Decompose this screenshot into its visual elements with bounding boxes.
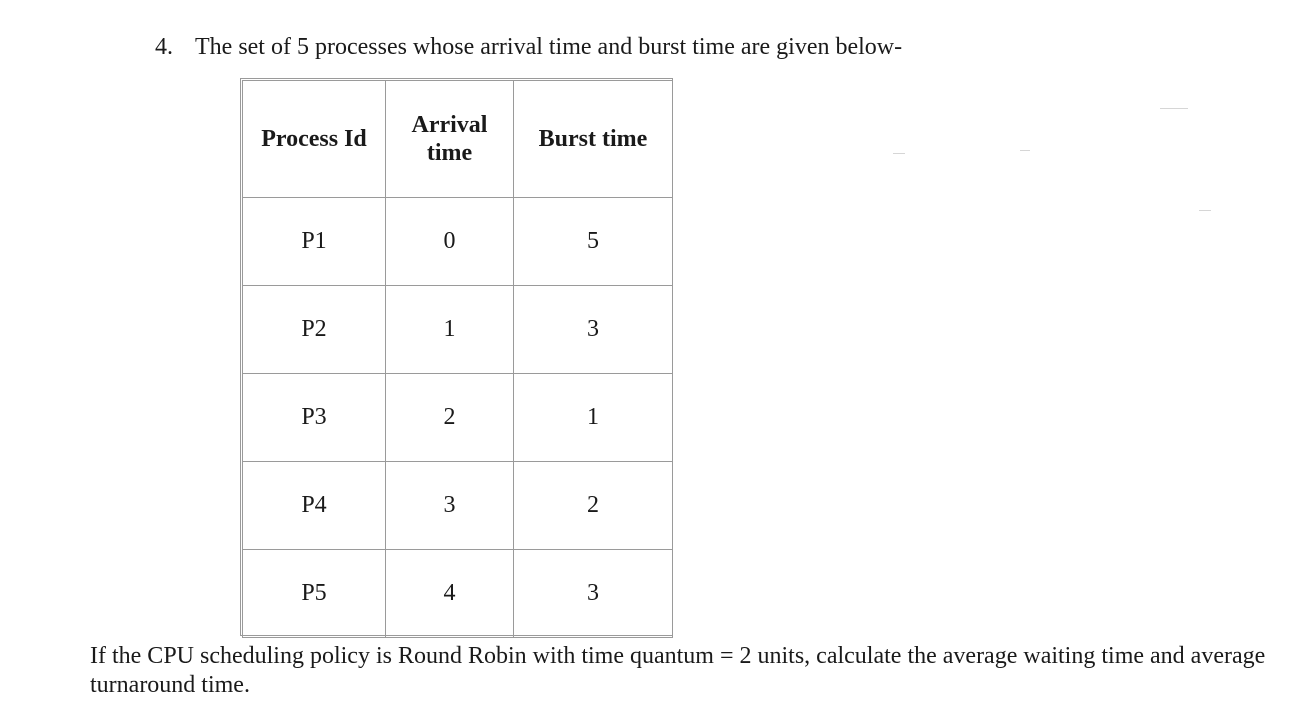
question-text: The set of 5 processes whose arrival time and burst time are given below-	[195, 34, 903, 60]
cell-process: P2	[243, 286, 386, 374]
scan-artifact-line	[893, 153, 905, 154]
scan-artifact-line	[1160, 108, 1188, 109]
scan-artifact-line	[1020, 150, 1030, 151]
cell-arrival: 2	[386, 374, 514, 462]
cell-process: P3	[243, 374, 386, 462]
cell-process: P5	[243, 550, 386, 638]
cell-burst: 2	[514, 462, 673, 550]
table-row	[243, 286, 673, 374]
cell-process: P1	[243, 198, 386, 286]
header-arrival-line1: Arrival	[411, 112, 488, 138]
process-table	[242, 80, 673, 638]
cell-arrival: 4	[386, 550, 514, 638]
followup-question: If the CPU scheduling policy is Round Robin with time quantum = 2 units, calculate the average waiting time and average turnaround time.	[90, 643, 1266, 698]
cell-arrival: 1	[386, 286, 514, 374]
table-row	[243, 550, 673, 638]
cell-arrival: 0	[386, 198, 514, 286]
cell-arrival: 3	[386, 462, 514, 550]
table-row	[243, 374, 673, 462]
question-number: 4.	[155, 34, 173, 60]
header-arrival-time	[386, 81, 514, 198]
header-process-id: Process Id	[243, 81, 386, 198]
cell-burst: 5	[514, 198, 673, 286]
question-heading	[155, 32, 902, 62]
cell-process: P4	[243, 462, 386, 550]
table-header-row	[243, 81, 673, 198]
table-row	[243, 198, 673, 286]
table-row	[243, 462, 673, 550]
header-burst-time: Burst time	[514, 81, 673, 198]
header-arrival-line2: time	[426, 140, 473, 166]
cell-burst: 3	[514, 286, 673, 374]
cell-burst: 1	[514, 374, 673, 462]
scan-artifact-line	[1199, 210, 1211, 211]
cell-burst: 3	[514, 550, 673, 638]
